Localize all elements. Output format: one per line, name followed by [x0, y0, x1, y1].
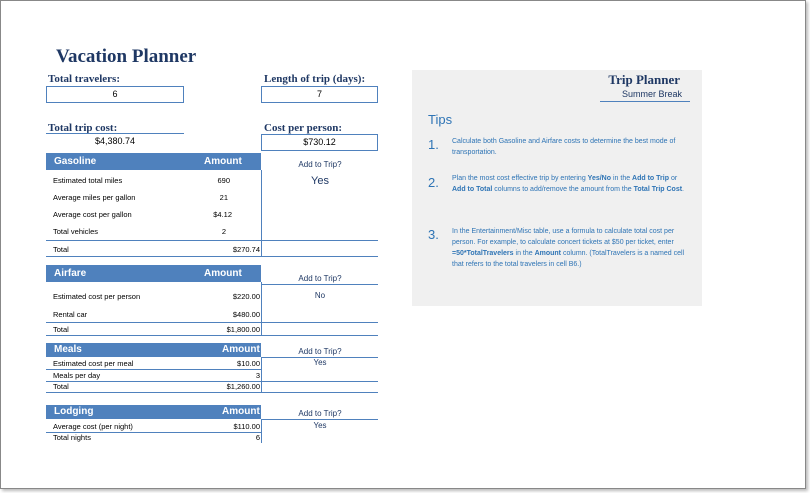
gasoline-header-label: Gasoline [54, 156, 97, 167]
total-travelers-field[interactable]: 6 [46, 86, 184, 103]
panel-subtitle-rule [600, 101, 690, 102]
tips-heading: Tips [428, 112, 453, 127]
meals-total-value: $1,260.00 [226, 382, 260, 391]
lodging-column-divider [261, 419, 262, 443]
airfare-header-label: Airfare [54, 268, 87, 279]
airfare-column-divider [261, 282, 262, 335]
airfare-header [46, 265, 261, 282]
meals-amount-header: Amount [222, 344, 260, 355]
lodging-amount-header: Amount [222, 406, 260, 417]
meals-header [46, 343, 261, 357]
meals-row-value[interactable]: $10.00 [237, 359, 260, 368]
meals-row-label: Meals per day [53, 371, 101, 380]
tip-text: Plan the most cost effective trip by entering Yes/No in the Add to Trip or Add to Total columns to add/remove the amount from the Total Trip Cost. [452, 175, 684, 193]
cost-per-person-field[interactable]: $730.12 [261, 134, 378, 151]
gasoline-total-value: $270.74 [232, 245, 260, 254]
gasoline-total-rule [46, 240, 378, 241]
total-travelers-label: Total travelers: [48, 73, 120, 85]
total-cost-value: $4,380.74 [94, 136, 136, 146]
gasoline-row-value[interactable]: 690 [217, 176, 230, 185]
meals-row-label: Estimated cost per meal [53, 359, 134, 368]
tip-number: 3. [428, 227, 439, 242]
airfare-row-value[interactable]: $480.00 [232, 310, 260, 319]
gasoline-add-to-trip-value[interactable]: Yes [311, 175, 329, 187]
gasoline-add-to-trip-label: Add to Trip? [298, 160, 342, 169]
gasoline-row-value[interactable]: 21 [219, 193, 228, 202]
airfare-total-label: Total [53, 325, 69, 334]
gasoline-total-label: Total [53, 245, 69, 254]
airfare-total-rule [46, 322, 378, 323]
lodging-header [46, 405, 261, 419]
cost-per-person-label: Cost per person: [264, 122, 343, 134]
total-cost-underline [46, 133, 184, 134]
gasoline-row-label: Estimated total miles [53, 176, 123, 185]
meals-header-label: Meals [54, 344, 82, 355]
meals-bottom-rule [46, 392, 378, 393]
airfare-row-label: Rental car [53, 310, 88, 319]
airfare-bottom-rule [46, 335, 378, 336]
page-title: Vacation Planner [56, 46, 197, 67]
gasoline-row-label: Average miles per gallon [53, 193, 136, 202]
gasoline-row-label: Total vehicles [53, 227, 99, 236]
gasoline-header [46, 153, 261, 170]
gasoline-bottom-rule [46, 256, 378, 257]
panel-title: Trip Planner [608, 72, 680, 87]
total-cost-label: Total trip cost: [48, 122, 118, 134]
lodging-row-label: Average cost (per night) [53, 422, 133, 431]
tip-number: 1. [428, 137, 439, 152]
airfare-add-to-trip-value[interactable]: No [314, 291, 326, 300]
meals-row-rule [46, 369, 261, 370]
lodging-row-value[interactable]: $110.00 [233, 422, 260, 431]
meals-add-to-trip-value[interactable]: Yes [313, 358, 327, 367]
gasoline-amount-header: Amount [204, 156, 242, 167]
tip-text: In the Entertainment/Misc table, use a formula to calculate total cost per person. For example, to calculate concert tickets at $50 per ticket, enter =50*TotalTravelers in the Amount column. (TotalTravelers is a named cell that refers to the total travelers in cell B6.) [452, 228, 685, 268]
tip-number: 2. [428, 175, 439, 190]
trip-length-field[interactable]: 7 [261, 86, 378, 103]
airfare-total-value: $1,800.00 [226, 325, 260, 334]
trip-length-label: Length of trip (days): [264, 73, 366, 85]
lodging-header-label: Lodging [54, 406, 94, 417]
lodging-add-to-trip-label: Add to Trip? [298, 409, 342, 418]
gasoline-row-value[interactable]: 2 [221, 227, 226, 236]
meals-row-value[interactable]: 3 [255, 371, 260, 380]
airfare-amount-header: Amount [204, 268, 242, 279]
lodging-add-to-trip-value[interactable]: Yes [313, 421, 327, 430]
meals-total-label: Total [53, 382, 69, 391]
airfare-row-label: Estimated cost per person [53, 292, 141, 301]
meals-add-to-trip-label: Add to Trip? [298, 347, 342, 356]
airfare-addtrip-rule [262, 284, 378, 285]
airfare-row-value[interactable]: $220.00 [232, 292, 260, 301]
lodging-row-label: Total nights [53, 433, 91, 442]
panel-subtitle: Summer Break [621, 89, 682, 99]
gasoline-row-label: Average cost per gallon [53, 210, 132, 219]
airfare-add-to-trip-label: Add to Trip? [298, 274, 342, 283]
gasoline-column-divider [261, 170, 262, 257]
gasoline-row-value[interactable]: $4.12 [213, 210, 232, 219]
meals-column-divider [261, 357, 262, 392]
lodging-row-value[interactable]: 6 [255, 433, 260, 442]
lodging-addtrip-rule [262, 419, 378, 420]
tip-text: Calculate both Gasoline and Airfare costs to determine the best mode of transportation. [452, 138, 676, 156]
